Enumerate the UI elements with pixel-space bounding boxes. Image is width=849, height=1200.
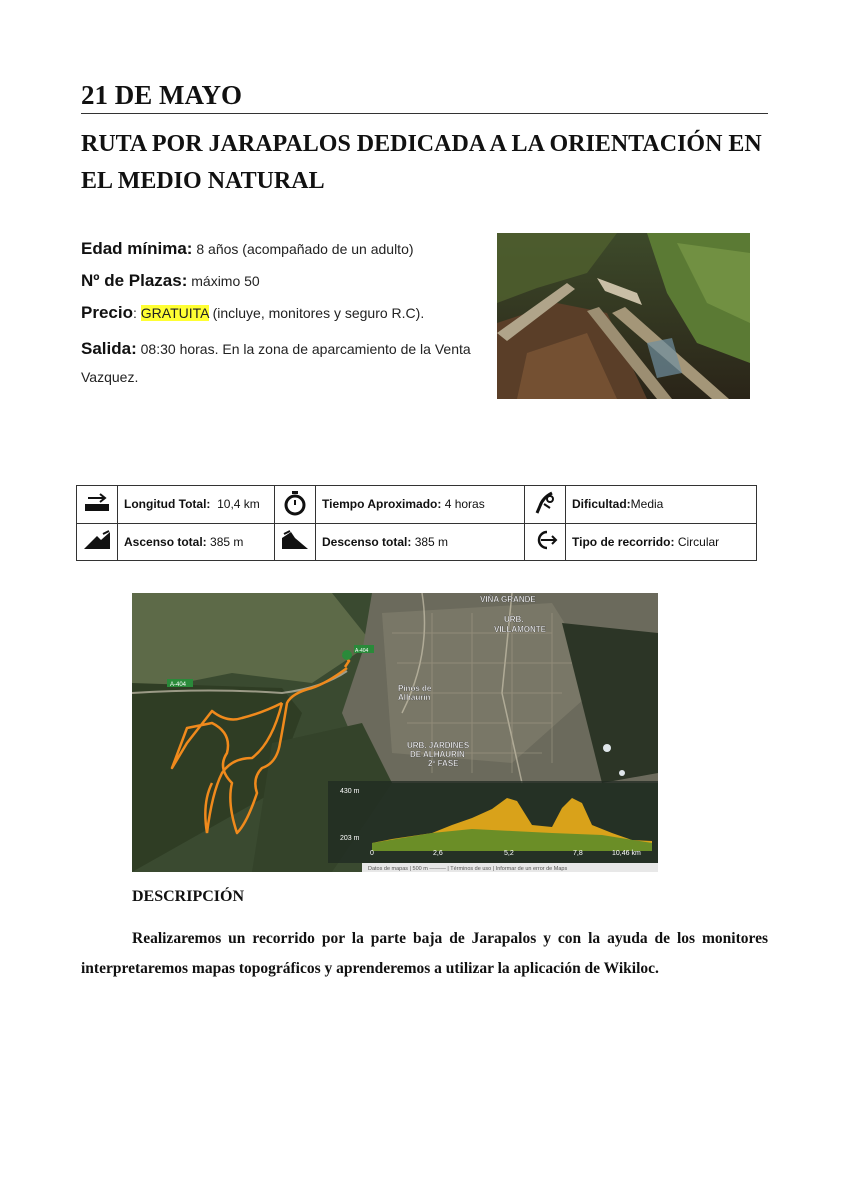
description-text: Realizaremos un recorrido por la parte baja de Jarapalos y con la ayuda de los monitores interpretaremos mapas topográficos y aprenderemos a utilizar la aplicación de Wikiloc. <box>81 930 768 977</box>
salida-label: Salida: <box>81 339 137 358</box>
descenso-value: 385 m <box>414 534 449 549</box>
profile-tick-1: 2,6 <box>433 850 443 857</box>
plazas-label: Nº de Plazas: <box>81 271 188 290</box>
distance-icon <box>77 486 118 524</box>
profile-ymax: 430 m <box>340 788 360 795</box>
climber-icon <box>525 486 566 524</box>
descenso-label: Descenso total: <box>322 534 412 549</box>
ascent-icon <box>77 523 118 561</box>
profile-tick-2: 5,2 <box>504 850 514 857</box>
map-label-jardines3: 2º FASE <box>428 759 459 768</box>
info-salida <box>81 335 481 391</box>
precio-colon: : <box>132 305 141 321</box>
longitud-cell <box>118 486 275 524</box>
description-body <box>81 924 768 984</box>
map-road-label: A-404 <box>170 682 187 688</box>
longitud-label: Longitud Total: <box>124 497 211 512</box>
ascenso-cell <box>118 523 275 561</box>
stopwatch-icon <box>275 486 316 524</box>
dificultad-cell <box>566 486 757 524</box>
ascenso-value: 385 m <box>210 534 244 549</box>
precio-highlight: GRATUITA <box>140 305 209 321</box>
profile-ymin: 203 m <box>340 835 360 842</box>
route-stats-table <box>76 485 757 561</box>
salida-value: 08:30 horas. En la zona de aparcamiento de la Venta Vazquez. <box>81 341 471 385</box>
map-label-jardines1: URB. JARDINES <box>407 741 470 750</box>
edad-label: Edad mínima: <box>81 239 193 258</box>
profile-tick-3: 7,8 <box>573 850 583 857</box>
route-map <box>132 593 658 872</box>
tiempo-label: Tiempo Aproximado: <box>322 497 442 512</box>
info-precio <box>81 303 481 323</box>
loop-icon <box>525 523 566 561</box>
plazas-value: máximo 50 <box>191 273 260 289</box>
info-plazas <box>81 271 481 291</box>
profile-tick-4: 10,46 km <box>612 850 641 857</box>
longitud-value: 10,4 km <box>217 497 260 512</box>
ascenso-label: Ascenso total: <box>124 534 207 549</box>
descenso-cell <box>316 523 525 561</box>
event-date: 21 DE MAYO <box>81 80 768 114</box>
tipo-cell <box>566 523 757 561</box>
map-label-pinos2: Alhaurín <box>398 693 431 702</box>
precio-rest: (incluye, monitores y seguro R.C). <box>208 305 425 321</box>
map-label-pinos1: Pinos de <box>398 684 432 693</box>
precio-label: Precio <box>81 303 133 322</box>
map-label-jardines2: DE ALHAURÍN <box>410 750 465 759</box>
dificultad-value: Media <box>630 497 664 512</box>
info-edad <box>81 239 481 259</box>
map-footer[interactable]: Datos de mapas | 500 m ——— | Términos de uso | Informar de un error de Maps <box>368 866 568 872</box>
tipo-value: Circular <box>677 534 720 549</box>
map-label-urb: URB. <box>504 615 524 624</box>
edad-value: 8 años (acompañado de un adulto) <box>196 241 414 257</box>
tiempo-value: 4 horas <box>444 497 485 512</box>
map-label-vina: VIÑA GRANDE <box>480 595 536 604</box>
descent-icon <box>275 523 316 561</box>
map-marker-label: A-404 <box>355 648 369 654</box>
tipo-label: Tipo de recorrido: <box>572 534 675 549</box>
trail-photo <box>497 233 750 399</box>
profile-tick-0: 0 <box>370 850 374 857</box>
event-title: RUTA POR JARAPALOS DEDICADA A LA ORIENTACIÓN EN EL MEDIO NATURAL <box>81 131 762 194</box>
description-title: DESCRIPCIÓN <box>132 888 245 905</box>
dificultad-label: Dificultad: <box>572 497 631 512</box>
map-label-villamonte: VILLAMONTE <box>494 625 546 634</box>
tiempo-cell <box>316 486 525 524</box>
